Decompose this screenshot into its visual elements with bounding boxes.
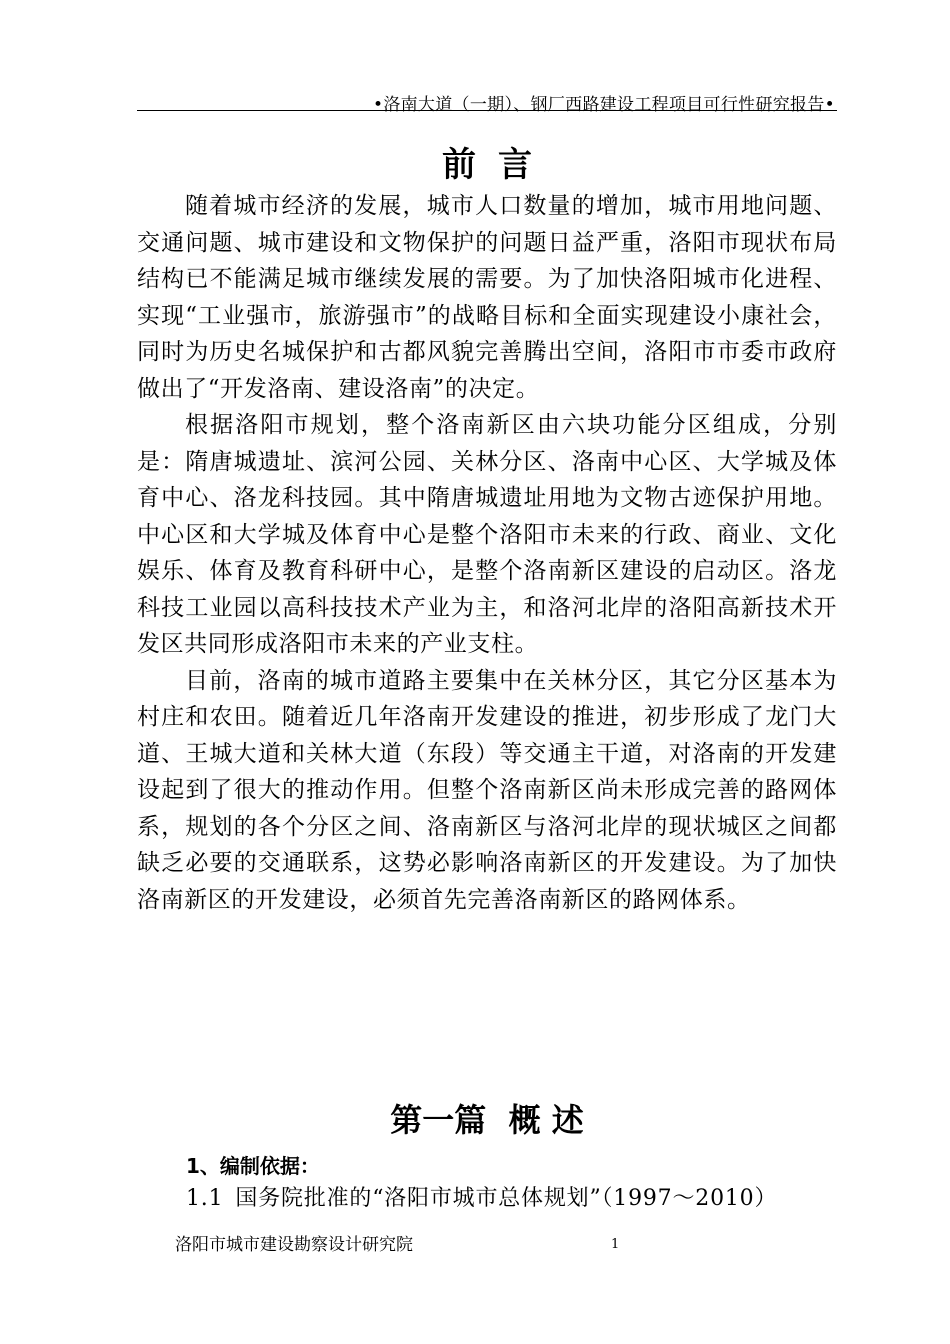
chapter-title: 第一篇 概 述 xyxy=(390,1101,584,1139)
basis-item-text: 国务院批准的“洛阳市城市总体规划”（1997～2010） xyxy=(235,1186,778,1211)
preface-title: 前言 xyxy=(442,145,554,185)
preface-body xyxy=(137,188,837,918)
preface-paragraph: 根据洛阳市规划，整个洛南新区由六块功能分区组成，分别是：隋唐城遗址、滨河公园、关林分区、洛南中心区、大学城及体育中心、洛龙科技园。其中隋唐城遗址用地为文物古迹保护用地。中心区和大学城及体育中心是整个洛阳市未来的行政、商业、文化娱乐、体育及教育科研中心，是整个洛南新区建设的启动区。洛龙科技工业园以高科技技术产业为主，和洛河北岸的洛阳高新技术开发区共同形成洛阳市未来的产业支柱。 xyxy=(137,412,837,657)
preface-paragraph: 随着城市经济的发展，城市人口数量的增加，城市用地问题、交通问题、城市建设和文物保护的问题日益严重，洛阳市现状布局结构已不能满足城市继续发展的需要。为了加快洛阳城市化进程、实现“工业强市，旅游强市”的战略目标和全面实现建设小康社会，同时为历史名城保护和古都风貌完善腾出空间，洛阳市市委市政府做出了“开发洛南、建设洛南”的决定。 xyxy=(137,193,837,402)
basis-item-number: 1.1 xyxy=(186,1186,224,1211)
section-subheading: 1、编制依据： xyxy=(186,1154,320,1178)
header-divider xyxy=(137,110,837,111)
footer-organization: 洛阳市城市建设勘察设计研究院 xyxy=(175,1235,413,1255)
preface-paragraph: 目前，洛南的城市道路主要集中在关林分区，其它分区基本为村庄和农田。随着近几年洛南开发建设的推进，初步形成了龙门大道、王城大道和关林大道（东段）等交通主干道，对洛南的开发建设起到了很大的推动作用。但整个洛南新区尚未形成完善的路网体系，规划的各个分区之间、洛南新区与洛河北岸的现状城区之间都缺乏必要的交通联系，这势必影响洛南新区的开发建设。为了加快洛南新区的开发建设，必须首先完善洛南新区的路网体系。 xyxy=(137,667,837,913)
basis-item xyxy=(186,1184,777,1214)
running-header: •洛南大道（一期）、钢厂西路建设工程项目可行性研究报告• xyxy=(373,95,835,115)
page-number: 1 xyxy=(611,1237,620,1252)
